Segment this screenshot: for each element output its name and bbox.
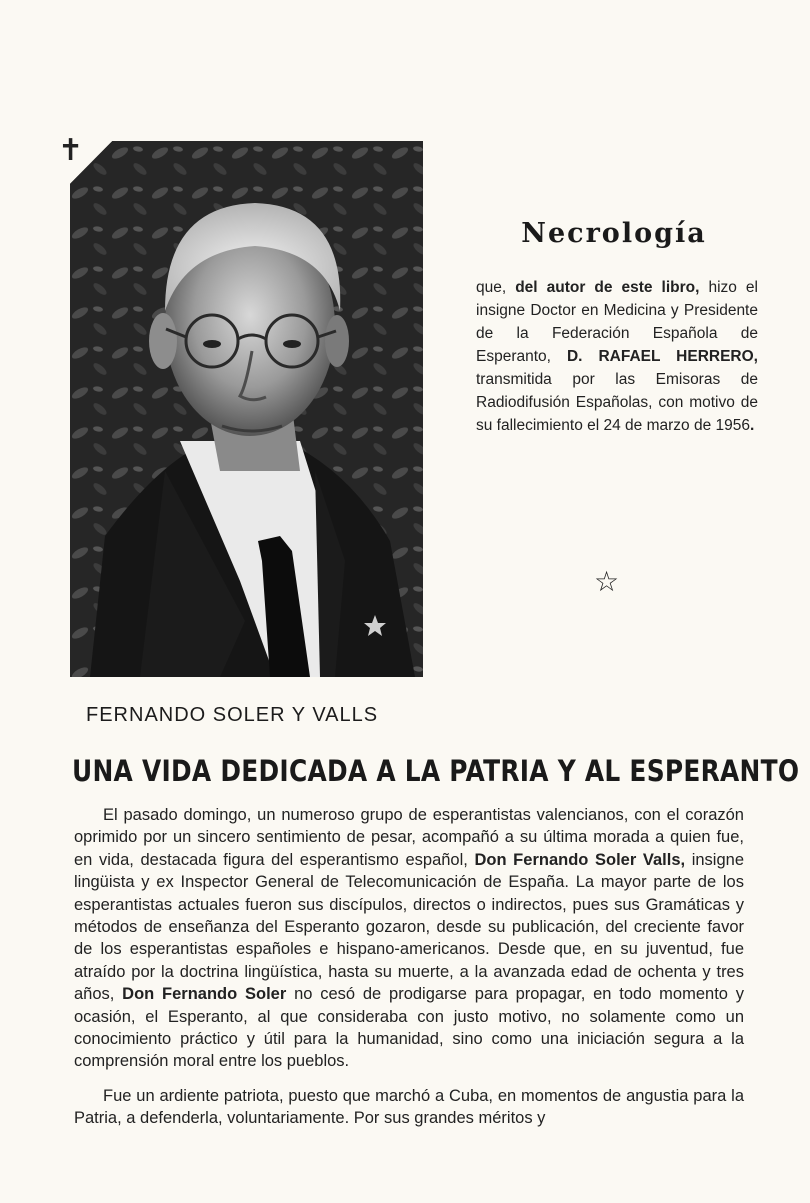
- photo-caption: FERNANDO SOLER Y VALLS: [86, 704, 379, 726]
- latin-cross-icon: ✝: [58, 133, 84, 168]
- article-paragraph-2: Fue un ardiente patriota, puesto que marchó a Cuba, en momentos de angustia para la Patria, a defenderla, voluntariamente. Por sus grandes méritos y: [74, 1086, 744, 1128]
- article-paragraph-1: El pasado domingo, un numeroso grupo de esperantistas valencianos, con el corazón oprimido por un sincero sentimiento de pesar, acompañó a su última morada a quien fue, en vida, destacada figura del esperantismo español, Don Fernando Soler Valls, insigne lingüista y ex Inspector General de Telecomunicación de España. La mayor parte de los esperantistas actuales fueron sus discípulos, directos o indirectos, pues sus Gramáticas y métodos de enseñanza del Esperanto gozaron, desde su publicación, del creciente favor de los esperantistas españoles e hispano-americanos. Desde que, en su juventud, fue atraído por la doctrina lingüística, hasta su muerte, a la avanzada edad de ochenta y tres años, Don Fernando Soler no cesó de prodigarse para propagar, en todo momento y ocasión, el Esperanto, al que consideraba con justo motivo, no solamente como un conocimiento práctico y útil para la humanidad, sino como una iniciación segura a la comprensión moral entre los pueblos.: [74, 806, 745, 1071]
- portrait-photo: [70, 141, 423, 677]
- article-headline: UNA VIDA DEDICADA A LA PATRIA Y AL ESPERANTO: [72, 754, 800, 788]
- necrologia-text: que, del autor de este libro, hizo el insigne Doctor en Medicina y Presidente de la Federación Española de Esperanto, D. RAFAEL HERRERO, transmitida por las Emisoras de Radiodifusión Españolas, con motivo de su fallecimiento el 24 de marzo de 1956.: [476, 279, 758, 434]
- star-outline-icon: ☆: [594, 565, 620, 598]
- necrologia-title: Necrología: [521, 218, 707, 249]
- article-body: [74, 804, 744, 1142]
